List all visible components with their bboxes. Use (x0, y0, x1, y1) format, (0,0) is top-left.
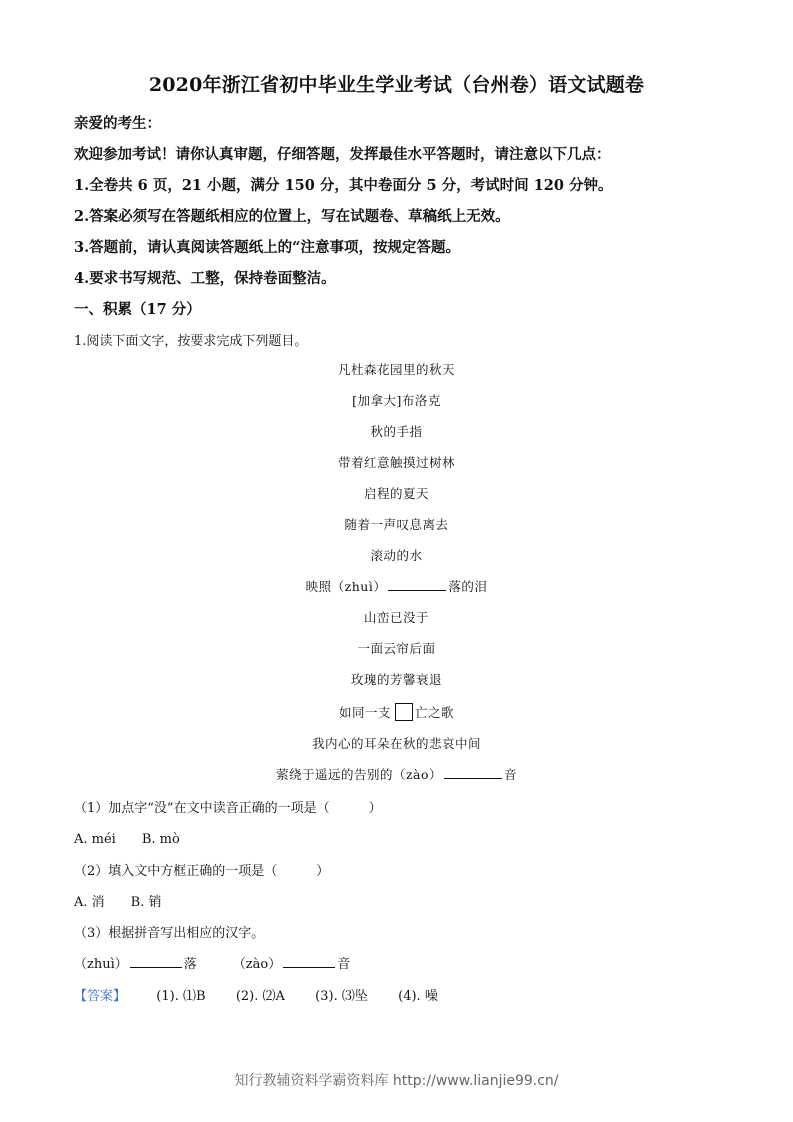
sub-question-3-blanks (74, 953, 350, 972)
sub3-zao-post: 音 (337, 957, 351, 972)
greeting: 亲爱的考生： (74, 115, 161, 132)
fill-box[interactable] (395, 703, 413, 721)
sub-question-3: （3）根据拼音写出相应的汉字。 (74, 926, 265, 941)
poem-line-zao-post: 音 (504, 767, 518, 782)
poem-line-zhui-post: 落的泪 (448, 579, 488, 594)
poem-line: 随着一声叹息离去 (344, 517, 449, 532)
poem-line-box (0, 703, 793, 721)
page-title: 2020年浙江省初中毕业生学业考试（台州卷）语文试题卷 (148, 74, 645, 96)
sub3-zhui-pre: （zhuì） (74, 957, 128, 972)
answer-line (74, 985, 438, 1004)
poem-line: 启程的夏天 (363, 486, 429, 501)
sub-question-2: （2）填入文中方框正确的一项是（ ） (74, 864, 330, 879)
note-3: 3.答题前，请认真阅读答题纸上的“注意事项，按规定答题。 (74, 239, 460, 256)
fill-blank-zhui[interactable] (388, 589, 446, 591)
poem-line: 带着红意触摸过树林 (337, 455, 455, 470)
poem-line-zhui (0, 577, 793, 595)
answer-item: (2). ⑵A (235, 989, 285, 1004)
welcome-text: 欢迎参加考试！请你认真审题，仔细答题，发挥最佳水平答题时，请注意以下几点： (74, 146, 611, 163)
poem-line-zao-pre: 萦绕于遥远的告别的（zào） (275, 767, 443, 782)
note-1: 1.全卷共 6 页，21 小题，满分 150 分，其中卷面分 5 分，考试时间 120 分钟。 (74, 177, 613, 194)
note-2: 2.答案必须写在答题纸相应的位置上，写在试题卷、草稿纸上无效。 (74, 208, 510, 225)
answer-item: (4). 噪 (398, 989, 438, 1004)
poem-line: 滚动的水 (370, 548, 423, 563)
answer-item: (3). ⑶坠 (315, 989, 368, 1004)
poem-line-zhui-pre: 映照（zhuì） (305, 579, 387, 594)
fill-blank-sub3-zao[interactable] (283, 966, 335, 968)
poem-line: 玫瑰的芳馨衰退 (350, 672, 442, 687)
sub-question-1-options: A. méi B. mò (74, 832, 180, 847)
poem-line-zao (0, 765, 793, 783)
sub3-zhui-post: 落 (183, 957, 197, 972)
fill-blank-sub3-zhui[interactable] (130, 966, 182, 968)
note-4: 4.要求书写规范、工整，保持卷面整洁。 (74, 270, 336, 287)
sub-question-2-options: A. 消 B. 销 (74, 895, 162, 910)
poem-line: 一面云帘后面 (357, 641, 436, 656)
footer-watermark: 知行教辅资料学霸资料库 http://www.lianjie99.cn/ (234, 1073, 559, 1089)
section-heading: 一、积累（17 分） (74, 301, 201, 318)
poem-line-box-post: 亡之歌 (415, 705, 455, 720)
poem-line: 秋的手指 (370, 424, 423, 439)
poem-title: 凡杜森花园里的秋天 (337, 362, 455, 377)
sub-question-1: （1）加点字“没”在文中读音正确的一项是（ ） (74, 801, 382, 816)
poem-line: 山峦已没于 (363, 610, 429, 625)
sub3-zao-pre: （zào） (232, 957, 282, 972)
fill-blank-zao[interactable] (444, 777, 502, 779)
poem-line: 我内心的耳朵在秋的悲哀中间 (311, 736, 481, 751)
question-intro: 1.阅读下面文字，按要求完成下列题目。 (74, 334, 308, 349)
poem-author: [加拿大]布洛克 (352, 393, 441, 408)
poem-line-box-pre: 如同一支 (338, 705, 391, 720)
answer-label: 【答案】 (74, 989, 127, 1004)
answer-item: (1). ⑴B (156, 989, 206, 1004)
